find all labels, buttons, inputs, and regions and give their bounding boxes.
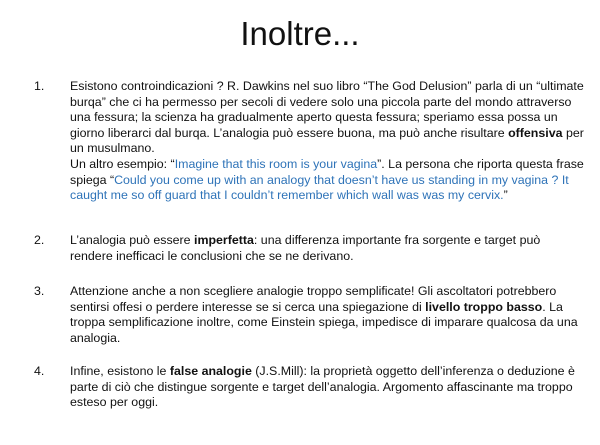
item-text [70,284,584,346]
item-number: 1. [34,79,45,93]
text-segment: Infine, esistono le [70,364,170,378]
text-segment: Attenzione anche a non scegliere analogie troppo semplificate! Gli ascoltatori potrebbero sentirsi offesi o perdere interesse se si cerca una spiegazione di [70,284,557,314]
item-number: 4. [34,364,45,378]
slide-title: Inoltre... [240,15,360,52]
bold-term: false analogie [169,364,252,378]
text-segment: Esistono controindicazioni ? R. Dawkins nel suo libro “The God Delusion” parla di un “ultimate burqa” che ci ha permesso per secoli di vedere solo una piccola parte del mondo attraverso una fessura; la scienza ha gradualmente aperto questa fessura; speriamo essa possa un giorno liberarci dal burqa. L’analogia può essere buona, ma può anche risultare [70,79,584,140]
text-segment: Un altro esempio: “ [70,156,175,171]
item-text [70,79,584,204]
text-segment: per un musulmano. [70,125,584,156]
text-segment: L’analogia può essere [70,233,195,247]
item-paragraph [70,284,584,346]
text-segment: (J.S.Mill): la proprietà oggetto dell’inferenza o deduzione è parte di ciò che distingue sorgente e target dell’analogia. Argomento affascinante ma troppo esteso per oggi. [70,364,575,410]
item-paragraph [70,233,584,264]
text-segment: ”. La persona che riporta questa frase spiega “ [70,156,584,187]
item-number: 3. [34,284,45,298]
bold-term: livello troppo basso [425,299,543,314]
item-text [70,364,584,411]
english-quote: Could you come up with an analogy that doesn’t have us standing in my vagina ? It caught me so off guard that I couldn’t remember which wall was was my cervix. [70,172,569,203]
text-segment: ” [503,188,508,203]
text-segment: : una differenza importante fra sorgente e target può rendere inefficaci le conclusioni che se ne derivano. [70,233,541,263]
item-text [70,233,584,264]
bold-term: offensiva [508,125,563,140]
text-segment: . La troppa semplificazione inoltre, come Einstein spiega, impedisce di imparare qualcosa da una analogia. [70,299,578,345]
english-quote: Imagine that this room is your vagina [174,156,378,171]
item-number: 2. [34,233,45,247]
item-paragraph-2 [70,157,584,204]
item-paragraph [70,364,584,411]
bold-term: imperfetta [194,233,254,247]
item-paragraph-1 [70,79,584,157]
